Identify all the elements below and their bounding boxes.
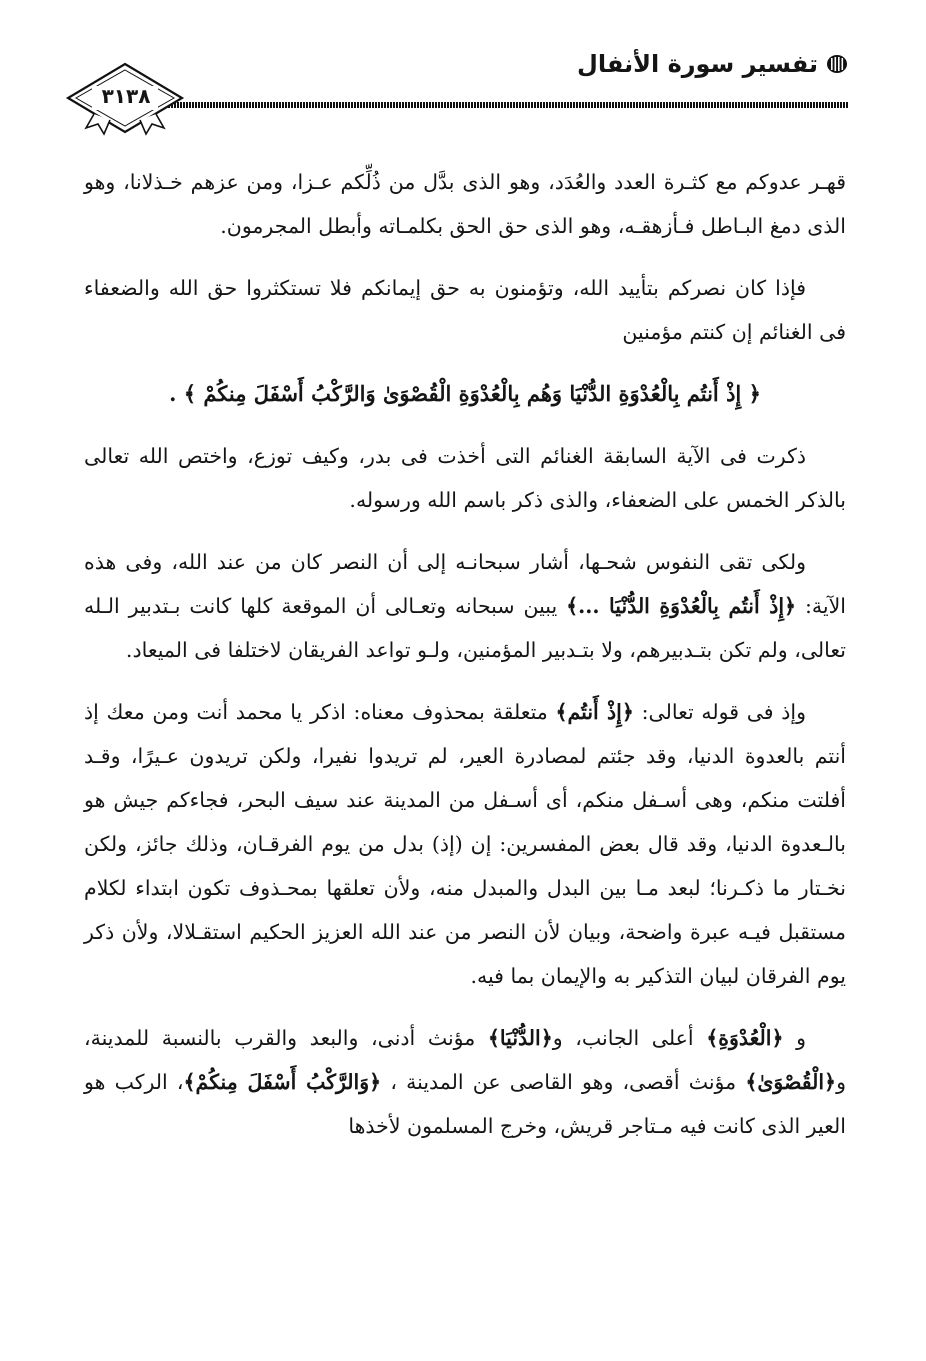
page-number: ٣١٣٨	[101, 84, 151, 108]
quran-quote: ﴿إِذْ أَنتُم بِالْعُدْوَةِ الدُّنْيَا ...﴾	[566, 594, 797, 618]
paragraph-6-text-a: و	[783, 1026, 807, 1050]
running-head	[577, 52, 848, 76]
paragraph-5-text-b: متعلقة بمحذوف معناه: اذكر يا محمد أنت ومن معك إذ أنتم بالعدوة الدنيا، وقد جئتم لمصادرة العير، لم تريدوا نفيرا، ولكن تريدون عـيرًا، وقـد أفلتت منكم، وهى أسـفل منكم، أى أسـفل من المدينة عند سيف البحر، فجاءكم جيش هو بالـعدوة الدنيا، وقد قال بعض المفسرين: إن (إذ) بدل من يوم الفرقـان، وذلك جائز، ولكن نخـتار ما ذكـرنا؛ لبعد مـا بين البدل والمبدل منه، ولأن تعلقها بمحـذوف تكون ابتداء لكلام مستقبل فيـه عبرة واضحة، وبيان لأن النصر من عند الله العزيز الحكيم استقـلالا، ولأن ذكر يوم الفرقان لبيان التذكير به والإيمان بما فيه.	[84, 700, 847, 988]
paragraph-4-text-b: يبين سبحانه وتعـالى أن الموقعة كلها كانت بـتدبير الـله تعالى، ولم تكن بتـدبيرهم، ولا بتـدبير المؤمنين، ولـو تواعد الفريقان لاختلفا فى الميعاد.	[84, 594, 846, 662]
paragraph-6-text-c: مؤنث أدنى، والبعد والقرب بالنسبة للمدينة، و	[84, 1026, 846, 1094]
paragraph-6-text-d: مؤنث أقصى، وهو القاصى عن المدينة ،	[381, 1070, 746, 1094]
page-body	[84, 160, 846, 1166]
quran-quote: ﴿إِذْ أَنتُم﴾	[555, 700, 634, 724]
paragraph-6	[84, 1016, 846, 1148]
quran-verse: ﴿ إِذْ أَنتُم بِالْعُدْوَةِ الدُّنْيَا وَهُم بِالْعُدْوَةِ الْقُصْوَىٰ وَالرَّكْبُ أَسْفَلَ مِنكُمْ ﴾ .	[169, 381, 761, 406]
ornament-icon	[826, 54, 848, 74]
paragraph-4-text-a: ولكى تقى النفوس شحـها، أشار سبحانـه إلى أن النصر كان من عند الله، وفى هذه الآية:	[84, 550, 846, 618]
paragraph-1: قهـر عدوكم مع كثـرة العدد والعُدَد، وهو الذى بدَّل من ذُلِّكم عـزا، ومن عزهم خـذلانا، وهو الذى دمغ البـاطل فـأزهقـه، وهو الذى حق الحق بكلمـاته وأبطل المجرمون.	[84, 170, 846, 238]
paragraph-5	[84, 690, 846, 998]
paragraph-6-text-b: أعلى الجانب، و	[552, 1026, 707, 1050]
quran-quote: ﴿الْقُصْوَىٰ﴾	[745, 1070, 837, 1094]
quran-quote: ﴿الدُّنْيَا﴾	[487, 1026, 553, 1050]
paragraph-6-text-e: ، الركب هو العير الذى كانت فيه مـتاجر قريش، وخرج المسلمون لأخذها	[84, 1070, 846, 1138]
paragraph-5-text-a: وإذ فى قوله تعالى:	[633, 700, 806, 724]
quran-quote: ﴿الْعُدْوَةِ﴾	[706, 1026, 784, 1050]
running-head-title: تفسير سورة الأنفال	[577, 50, 818, 78]
paragraph-4	[84, 540, 846, 672]
header-rule	[150, 102, 848, 108]
quran-quote: ﴿وَالرَّكْبُ أَسْفَلَ مِنكُمْ﴾	[183, 1070, 382, 1094]
paragraph-2: فإذا كان نصركم بتأييد الله، وتؤمنون به حق إيمانكم فلا تستكثروا حق الله والضعفاء فى الغنائم إن كنتم مؤمنين	[84, 276, 846, 344]
paragraph-3: ذكرت فى الآية السابقة الغنائم التى أخذت فى بدر، وكيف توزع، واختص الله تعالى بالذكر الخمس على الضعفاء، والذى ذكر باسم الله ورسوله.	[84, 444, 846, 512]
